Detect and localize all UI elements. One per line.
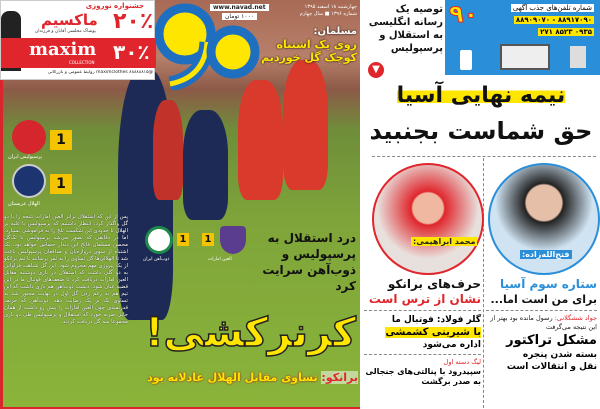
star-title-2[interactable]: برای من است اما... <box>490 293 597 306</box>
player-figure <box>183 110 228 220</box>
arrow-down-icon: ▼ <box>368 62 384 78</box>
laptop-icon <box>500 44 550 70</box>
quote-text: تساوی مقابل الهلال عادلانه بود <box>147 371 318 384</box>
ad-phone-2: ۰۹۳۵ ۸۵۲۳ ۲۷۱ <box>540 28 592 36</box>
alain-badge <box>220 226 246 254</box>
foolad-highlight: با شیرینی کشمشی <box>385 327 481 338</box>
ebrahimi-photo <box>372 163 484 275</box>
discount-20: ۲۰٪ <box>113 9 154 34</box>
ad-promo: جشنواره نوروزی <box>85 2 144 10</box>
muslim-kicker: مسلمان: <box>313 26 357 37</box>
ad-brand-fa: ماکسیم <box>41 11 98 29</box>
foolad-line-3[interactable]: اداره می‌شود <box>422 340 481 350</box>
alhilal-score: 1 <box>50 174 72 194</box>
branko-quote[interactable] <box>132 371 358 385</box>
phone-icon <box>460 50 472 70</box>
ad-phone-1: ۸۸۹۱۷۰۹۰ - ۸۸۹۰۹۰۷۰ <box>515 16 592 24</box>
lead-headline-2[interactable]: حق شماست بجنبید <box>369 117 593 145</box>
muslim-quote[interactable] <box>255 25 357 64</box>
right-column-stories <box>486 277 597 373</box>
lead-headline-1-text: نیمه نهایی آسیا <box>396 83 566 108</box>
alain-score: 1 <box>202 233 214 246</box>
quote-speaker: برانکو: <box>321 371 358 384</box>
discount-30: ۳۰٪ <box>113 40 150 64</box>
price: ۱۰۰۰ تومان <box>222 13 257 20</box>
intro-text: رسول مانده بود بهتر از این نتیجه می‌گرفت <box>490 314 597 331</box>
lead-headline-1[interactable] <box>366 82 596 110</box>
star-title-1[interactable]: ستاره سوم آسیا <box>500 277 597 291</box>
tractor-title-3[interactable]: نقل و انتقالات است <box>506 362 597 372</box>
story-subheadline[interactable]: درد استقلال به پرسپولیس و ذوب‌آهن سرایت کرد <box>262 231 356 293</box>
maxim-ad[interactable] <box>0 0 155 80</box>
left-column-stories <box>364 277 481 387</box>
alain-label: العین امارات <box>208 257 232 262</box>
tractor-title-2[interactable]: بسته شدن پنجره <box>522 350 597 360</box>
teaser-headline[interactable]: توصیه یک رسانه انگلیسی به استقلال و پرسپولیس <box>368 4 443 54</box>
calculator-icon <box>570 46 586 68</box>
player-figure <box>238 80 283 200</box>
player-figure <box>153 100 183 200</box>
date-line: چهارشنبه ۱۸ اسفند ۱۳۹۵ <box>304 4 357 10</box>
ebrahimi-caption: محمد ابراهیمی: <box>413 237 476 246</box>
branko-title-2[interactable]: نشان از ترس است <box>368 292 481 306</box>
website[interactable]: www.navad.net <box>210 4 269 11</box>
persepolis-badge <box>12 120 46 154</box>
intro-speaker: جواد ششگلانی: <box>554 314 597 322</box>
ad-title: شماره تلفن‌های جذب آگهی <box>512 4 592 12</box>
story-body: پس از این که استقلال برابر العین امارات نتیجه را با دو گل واگذار کرد، انتظار داشتیم که پرسپولیس با غلبه بر الهلال تا حدودی این شکست تلخ را به فراموشی بسپارد. اما در دقایقی که تصور می‌شد پرسپولیس با تک‌گل محسن مسلمان فاتح این دیدار حساس خواهد بود، یک اشتباه از سوی دروازه‌بان و مدافعان پرسپولیس باعث شد تا الهلالی‌ها گل تساوی را به ثمر برسانند تا تیم برانکو از یک پیروزی مهم محروم شود. این گل شباهت فراوانی به دو گلی داشت که استقلال در بازی دوشنبه مقابل العین امارات دریافت کرد تا ضعف‌های فوتبال ما در این قضیه عیان شود. دیشب ذوب‌آهن هم بازی داشت که این تیم هم به رغم زدن گل اول در نهایت مجبور شد به تساوی یک بر یک رضایت دهد. ذوب‌آهن که حریف قدرتمندی چون العین امارات را پیش رو داشت از همان جایی ضربه خورد که استقلال و پرسپولیس طی دو بازی مجموعا سه گل دریافت کردند. <box>4 214 128 325</box>
league-kicker: لیگ دسته اول <box>443 358 481 366</box>
divider <box>364 354 481 355</box>
foolad-line-2[interactable] <box>364 326 481 339</box>
muslim-headline: روی یک اشتباه کوچک گل خوردیم <box>261 38 357 64</box>
tractor-title-1[interactable]: مشکل تراکتور <box>506 333 597 348</box>
divider <box>372 156 596 157</box>
branko-title-1[interactable]: حرف‌های برانکو <box>387 277 481 291</box>
tractor-intro <box>486 314 597 332</box>
foolad-line-1[interactable]: گلر فولاد: فوتبال ما <box>391 315 481 325</box>
sepidrood-title[interactable]: سپیدرود با پنالتی‌های جنجالی به صدر برگشت <box>365 367 481 386</box>
column-divider <box>483 158 484 408</box>
story-main-headline[interactable]: کرنرکشی! <box>145 310 356 356</box>
divider <box>486 310 597 311</box>
ad-logo: ۹۰ <box>449 0 479 28</box>
zobahan-score: 1 <box>177 233 189 246</box>
persepolis-score: 1 <box>50 130 72 150</box>
zobahan-label: ذوب‌آهن ایران <box>143 257 170 262</box>
ad-red-band <box>1 38 156 68</box>
zobahan-badge <box>145 226 173 254</box>
persepolis-label: پرسپولیس ایران <box>8 154 43 160</box>
ad-contact: @maximclothes ۸۸۸۸۸۸۱۵ روابط عمومی و بازرگانی <box>47 70 153 75</box>
alhilal-badge <box>12 164 46 198</box>
player-figure <box>283 60 328 190</box>
ad-tagline: پوشاک مجلسی آقایان و فرزندان <box>35 29 96 34</box>
alhilal-label: الهلال عربستان <box>8 201 40 207</box>
fathollahzadeh-caption: فتح‌الله‌زاده: <box>522 250 570 259</box>
issue-line: شماره ۱۳۹۶ ■ سال چهارم <box>299 11 357 17</box>
ad-brand-sub: COLLECTION <box>69 60 95 65</box>
ad-phones-box[interactable] <box>445 0 600 75</box>
ad-brand-en: maxim <box>29 39 97 60</box>
divider <box>364 310 481 311</box>
